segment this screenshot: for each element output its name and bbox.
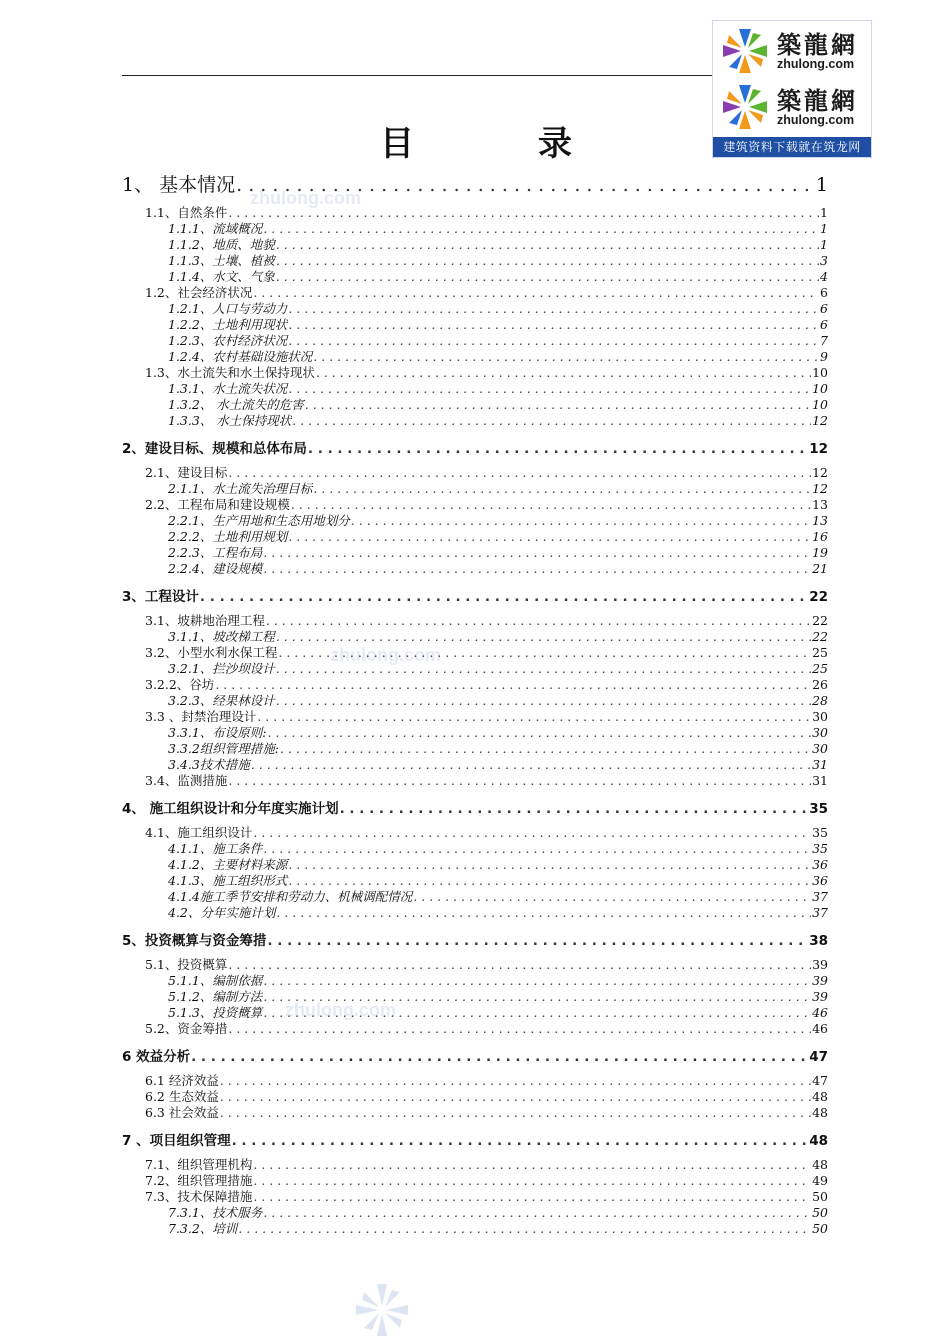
toc-dot-leader [228, 773, 811, 788]
toc-dot-leader [215, 677, 811, 692]
toc-entry-label: 1.1.4、水文、气象 [168, 269, 275, 284]
toc-dot-leader [413, 889, 811, 904]
toc-entry-page: 16 [812, 529, 828, 544]
toc-entry-label: 7.2、组织管理措施 [145, 1173, 253, 1188]
toc-dot-leader [232, 1133, 809, 1149]
toc-dot-leader [253, 1189, 811, 1204]
toc-entry-label: 1.1.1、流域概况 [168, 221, 263, 236]
toc-dot-leader [220, 1089, 811, 1104]
toc-entry-label: 3.3 、封禁治理设计 [145, 709, 257, 724]
toc-entry-label: 1.1.3、土壤、植被 [168, 253, 275, 268]
toc-dot-leader [228, 1021, 811, 1036]
toc-entry-page: 35 [809, 801, 828, 817]
toc-dot-leader [278, 645, 811, 660]
toc-entry-label: 7 、项目组织管理 [122, 1133, 231, 1149]
logo-en-text: zhulong.com [777, 57, 855, 71]
toc-dot-leader [288, 873, 811, 888]
toc-entry[interactable] [168, 559, 828, 577]
toc-entry-page: 48 [812, 1157, 828, 1172]
toc-entry-label: 1.2.2、土地利用现状 [168, 317, 288, 332]
toc-entry-page: 30 [812, 741, 828, 756]
toc-entry-page: 1 [820, 237, 828, 252]
toc-entry-label: 3.2.3、经果林设计 [168, 693, 275, 708]
toc-entry-page: 13 [812, 497, 828, 512]
toc-dot-leader [308, 441, 808, 457]
toc-entry-label: 5.1、投资概算 [145, 957, 228, 972]
toc-entry-label: 6.3 社会效益 [145, 1105, 219, 1120]
toc-dot-leader [276, 237, 819, 252]
title-char-1: 目 [380, 124, 414, 164]
toc-entry-page: 35 [812, 841, 828, 856]
toc-dot-leader [267, 933, 808, 949]
toc-dot-leader [351, 513, 811, 528]
toc-dot-leader [288, 301, 819, 316]
toc-entry-label: 4.1.2、主要材料来源 [168, 857, 288, 872]
toc-entry-label: 4.2、分年实施计划 [168, 905, 276, 920]
toc-dot-leader [316, 365, 811, 380]
toc-entry-label: 6.2 生态效益 [145, 1089, 219, 1104]
toc-entry[interactable] [122, 437, 828, 457]
toc-entry[interactable] [122, 585, 828, 605]
toc-dot-leader [276, 269, 819, 284]
toc-entry-page: 46 [812, 1005, 828, 1020]
toc-entry-label: 1.1、自然条件 [145, 205, 228, 220]
toc-entry-page: 39 [812, 957, 828, 972]
toc-dot-leader [263, 841, 811, 856]
toc-entry-label: 3.2.1、拦沙坝设计 [168, 661, 275, 676]
toc-entry-label: 3.2.2、谷坊 [145, 677, 215, 692]
toc-entry[interactable] [122, 1045, 828, 1065]
toc-dot-leader [238, 1221, 811, 1236]
toc-dot-leader [263, 1005, 811, 1020]
toc-dot-leader [253, 1157, 811, 1172]
toc-entry-label: 2、建设目标、规模和总体布局 [122, 441, 307, 457]
toc-entry-label: 7.3.2、培训 [168, 1221, 238, 1236]
logo-banner: 建筑资料下载就在筑龙网 [713, 137, 871, 157]
toc-entry-page: 22 [812, 629, 828, 644]
toc-entry-page: 39 [812, 989, 828, 1004]
toc-entry-page: 48 [812, 1089, 828, 1104]
toc-dot-leader [288, 317, 819, 332]
toc-entry-page: 49 [812, 1173, 828, 1188]
toc-entry-page: 36 [812, 873, 828, 888]
toc-entry-page: 1 [820, 221, 828, 236]
toc-dot-leader [263, 973, 811, 988]
toc-entry-label: 2.2.2、土地利用规划 [168, 529, 288, 544]
toc-entry-page: 25 [812, 661, 828, 676]
flower-logo-icon [717, 25, 773, 77]
toc-dot-leader [228, 465, 811, 480]
toc-entry-label: 4.1、施工组织设计 [145, 825, 253, 840]
logo-en-text: zhulong.com [777, 113, 855, 127]
toc-entry-page: 30 [812, 725, 828, 740]
toc-dot-leader [220, 1073, 811, 1088]
toc-entry-label: 3.3.2组织管理措施: [168, 741, 280, 756]
toc-entry-label: 1.2.4、农村基础设施状况 [168, 349, 313, 364]
toc-dot-leader [288, 857, 811, 872]
toc-entry-page: 50 [812, 1189, 828, 1204]
logo-row-2 [717, 79, 869, 135]
toc-dot-leader [251, 757, 811, 772]
toc-entry-page: 38 [809, 933, 828, 949]
toc-entry-label: 5、投资概算与资金筹措 [122, 933, 267, 949]
toc-dot-leader [200, 589, 808, 605]
toc-entry-label: 5.1.1、编制依据 [168, 973, 263, 988]
toc-entry-label: 1.2.3、农村经济状况 [168, 333, 288, 348]
toc-dot-leader [291, 497, 811, 512]
toc-entry-page: 10 [812, 381, 828, 396]
toc-entry[interactable] [122, 170, 828, 197]
toc-entry-page: 39 [812, 973, 828, 988]
toc-entry-page: 37 [812, 889, 828, 904]
toc-dot-leader [263, 1205, 811, 1220]
watermark: zhulong.com [330, 645, 441, 665]
toc-entry-label: 5.1.3、投资概算 [168, 1005, 263, 1020]
toc-entry[interactable] [122, 1129, 828, 1149]
toc-entry-page: 31 [812, 773, 828, 788]
toc-dot-leader [276, 905, 811, 920]
toc-entry[interactable] [145, 1019, 828, 1037]
header-rule [122, 75, 712, 76]
toc-entry[interactable] [168, 1219, 828, 1237]
toc-entry-label: 3、工程设计 [122, 589, 199, 605]
title-char-2: 录 [538, 124, 572, 164]
toc-entry-label: 6.1 经济效益 [145, 1073, 219, 1088]
toc-entry[interactable] [168, 903, 828, 921]
toc-dot-leader [305, 397, 811, 412]
toc-entry-label: 3.2、小型水利水保工程 [145, 645, 278, 660]
toc-entry-label: 3.4.3技术措施 [168, 757, 250, 772]
toc-entry-label: 1、 基本情况 [122, 174, 236, 196]
toc-dot-leader [236, 174, 815, 196]
toc-entry-page: 6 [820, 317, 828, 332]
toc-dot-leader [266, 613, 811, 628]
toc-entry-label: 3.1.1、坡改梯工程 [168, 629, 275, 644]
toc-dot-leader [280, 741, 811, 756]
toc-entry-label: 3.3.1、布设原则: [168, 725, 267, 740]
toc-entry-label: 7.1、组织管理机构 [145, 1157, 253, 1172]
toc-entry-page: 3 [820, 253, 828, 268]
toc-dot-leader [313, 349, 819, 364]
logo-cn-text: 築龍網 [777, 30, 858, 59]
toc-entry-label: 2.1.1、水土流失治理目标 [168, 481, 313, 496]
toc-entry-label: 4.1.3、施工组织形式 [168, 873, 288, 888]
toc-entry-page: 48 [809, 1133, 828, 1149]
toc-entry-page: 50 [812, 1205, 828, 1220]
watermark: zhulong.com [250, 188, 361, 208]
toc-entry-page: 12 [812, 465, 828, 480]
toc-entry-page: 37 [812, 905, 828, 920]
toc-dot-leader [292, 413, 811, 428]
toc-entry-label: 1.2、社会经济状况 [145, 285, 253, 300]
toc-entry-page: 12 [809, 441, 828, 457]
toc-entry-label: 3.1、坡耕地治理工程 [145, 613, 265, 628]
toc-entry-label: 1.3、水土流失和水土保持现状 [145, 365, 315, 380]
toc-entry-page: 50 [812, 1221, 828, 1236]
toc-entry-label: 1.3.1、水土流失状况 [168, 381, 288, 396]
toc-entry-label: 5.1.2、编制方法 [168, 989, 263, 1004]
snowflake-watermark-icon [352, 1280, 412, 1340]
toc-entry[interactable] [168, 411, 828, 429]
toc-entry-page: 31 [812, 757, 828, 772]
toc-entry-page: 6 [820, 301, 828, 316]
toc-dot-leader [263, 989, 811, 1004]
toc-entry-page: 28 [812, 693, 828, 708]
toc-entry-page: 19 [812, 545, 828, 560]
toc-dot-leader [228, 205, 819, 220]
toc-entry-label: 5.2、资金筹措 [145, 1021, 228, 1036]
toc-entry-page: 22 [809, 589, 828, 605]
toc-entry-page: 47 [812, 1073, 828, 1088]
flower-logo-icon [717, 81, 773, 133]
toc-entry-page: 10 [812, 397, 828, 412]
toc-entry[interactable] [145, 771, 828, 789]
toc-dot-leader [263, 545, 811, 560]
toc-dot-leader [191, 1049, 808, 1065]
toc-dot-leader [253, 285, 819, 300]
toc-dot-leader [276, 253, 819, 268]
toc-entry-page: 30 [812, 709, 828, 724]
watermark: zhulong.com [285, 1000, 396, 1020]
toc-entry-label: 4.1.4施工季节安排和劳动力、机械调配情况 [168, 889, 413, 904]
toc-dot-leader [276, 629, 811, 644]
toc-entry-page: 1 [815, 174, 828, 196]
toc-dot-leader [288, 333, 819, 348]
logo-cn-text: 築龍網 [777, 86, 858, 115]
toc-entry-page: 47 [809, 1049, 828, 1065]
toc-entry-page: 25 [812, 645, 828, 660]
toc-entry-page: 21 [812, 561, 828, 576]
toc-dot-leader [288, 381, 811, 396]
toc-entry-label: 4.1.1、施工条件 [168, 841, 263, 856]
toc-entry-label: 2.2.3、工程布局 [168, 545, 263, 560]
toc-entry-label: 6 效益分析 [122, 1049, 191, 1065]
toc-dot-leader [276, 693, 811, 708]
toc-dot-leader [268, 725, 812, 740]
toc-entry-page: 6 [820, 285, 828, 300]
toc-entry-page: 9 [820, 349, 828, 364]
toc-entry-label: 2.1、建设目标 [145, 465, 228, 480]
toc-dot-leader [253, 1173, 811, 1188]
toc-entry-label: 1.3.3、 水土保持现状 [168, 413, 292, 428]
toc-entry-page: 10 [812, 365, 828, 380]
toc-entry[interactable] [122, 797, 828, 817]
toc-dot-leader [220, 1105, 811, 1120]
toc-entry-page: 22 [812, 613, 828, 628]
toc-entry-page: 35 [812, 825, 828, 840]
toc-entry-label: 2.2.1、生产用地和生态用地划分 [168, 513, 350, 528]
logo-row-1 [717, 23, 869, 79]
toc-dot-leader [257, 709, 811, 724]
toc-entry-label: 2.2、工程布局和建设规模 [145, 497, 290, 512]
toc-entry-label: 4、 施工组织设计和分年度实施计划 [122, 801, 339, 817]
toc-dot-leader [263, 561, 811, 576]
toc-entry-page: 36 [812, 857, 828, 872]
toc-entry-page: 1 [820, 205, 828, 220]
toc-entry-page: 4 [820, 269, 828, 284]
zhulong-logo [712, 20, 872, 158]
toc-entry-page: 12 [812, 413, 828, 428]
toc-dot-leader [313, 481, 811, 496]
toc-entry-page: 48 [812, 1105, 828, 1120]
toc-entry-page: 7 [820, 333, 828, 348]
toc-dot-leader [288, 529, 811, 544]
toc-entry-page: 46 [812, 1021, 828, 1036]
toc-entry-label: 2.2.4、建设规模 [168, 561, 263, 576]
toc-dot-leader [263, 221, 819, 236]
toc-entry[interactable] [145, 1103, 828, 1121]
toc-entry-label: 3.4、监测措施 [145, 773, 228, 788]
toc-entry[interactable] [122, 929, 828, 949]
toc-entry-label: 1.3.2、 水土流失的危害 [168, 397, 304, 412]
toc-entry-label: 1.1.2、地质、地貌 [168, 237, 275, 252]
toc-entry-page: 12 [812, 481, 828, 496]
toc-dot-leader [253, 825, 811, 840]
toc-entry-page: 13 [812, 513, 828, 528]
toc-dot-leader [340, 801, 809, 817]
toc-dot-leader [228, 957, 811, 972]
toc-entry-label: 7.3.1、技术服务 [168, 1205, 263, 1220]
toc-entry-label: 1.2.1、人口与劳动力 [168, 301, 288, 316]
toc-entry-label: 7.3、技术保障措施 [145, 1189, 253, 1204]
toc-entry-page: 26 [812, 677, 828, 692]
toc-dot-leader [276, 661, 811, 676]
